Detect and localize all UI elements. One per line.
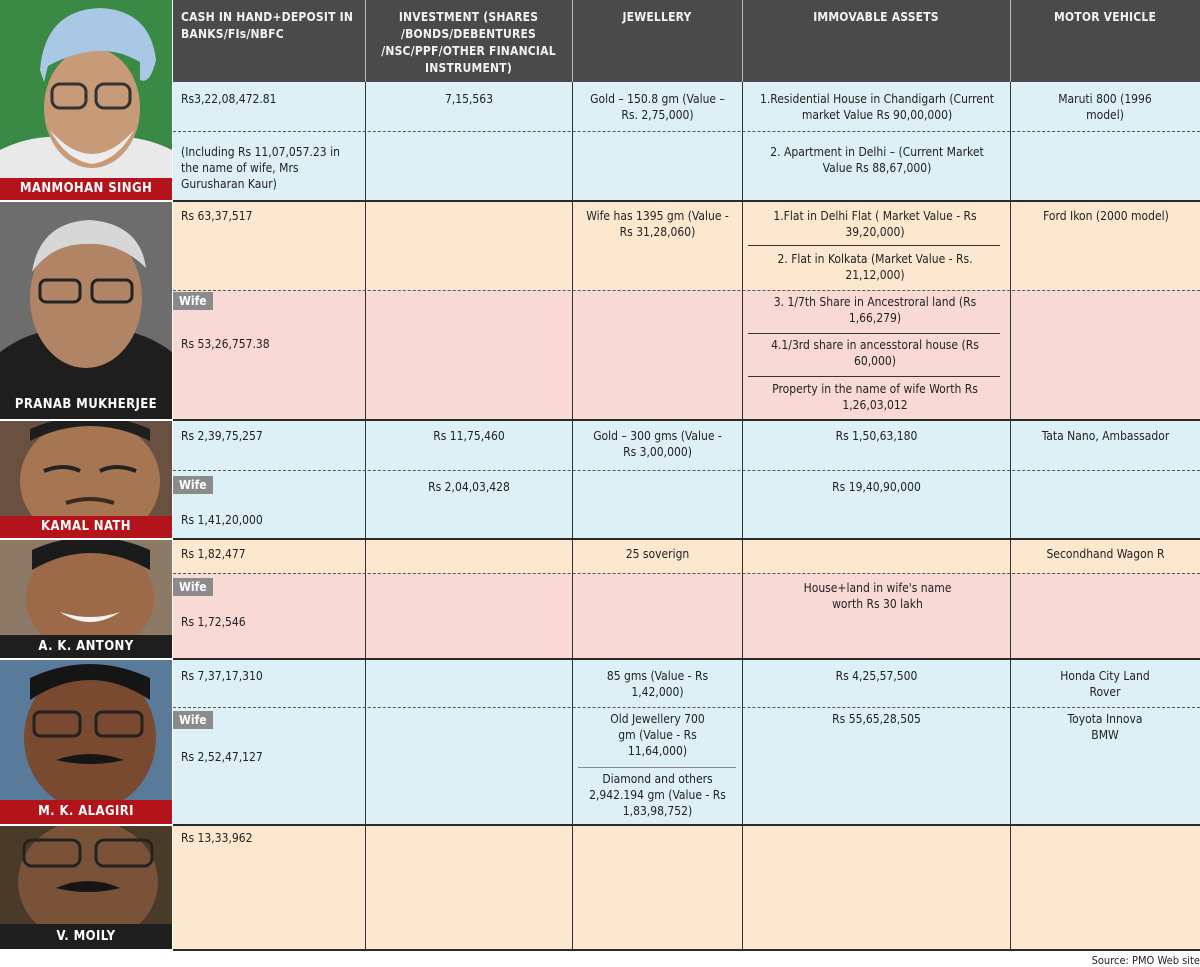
cell-divider: [748, 376, 1000, 377]
cell-divider: [748, 333, 1000, 334]
photo-antony: [0, 540, 172, 635]
row-separator: [173, 949, 1200, 951]
name-antony: A. K. ANTONY: [0, 635, 172, 658]
alagiri-wife-immovable: Rs 55,65,28,505: [832, 712, 921, 726]
subrow-divider: [173, 290, 1200, 291]
alagiri-wife-jewellery-2: Diamond and others 2,942.194 gm (Value - Rs 1,83,98,752): [589, 772, 726, 818]
pranab-vehicle: Ford Ikon (2000 model): [1043, 209, 1169, 223]
manmohan-cash: Rs3,22,08,472.81: [181, 92, 277, 106]
table-header: [173, 0, 1200, 82]
name-pranab: PRANAB MUKHERJEE: [0, 390, 172, 419]
manmohan-vehicle: Maruti 800 (1996 model): [1058, 92, 1152, 122]
header-cash: CASH IN HAND+DEPOSIT IN BANKS/FIs/NBFC: [181, 10, 354, 41]
name-moily: V. MOILY: [0, 924, 172, 949]
alagiri-immovable: Rs 4,25,57,500: [835, 669, 918, 683]
photo-moily: [0, 826, 172, 924]
cell-divider: [748, 245, 1000, 246]
subrow-divider: [173, 131, 1200, 132]
manmohan-immovable-1: 1.Residential House in Chandigarh (Current market Value Rs 90,00,000): [759, 92, 995, 122]
alagiri-wife-cash: Rs 2,52,47,127: [181, 750, 263, 764]
manmohan-cash-note: (Including Rs 11,07,057.23 in the name of wife, Mrs Gurusharan Kaur): [181, 145, 340, 191]
photo-pranab: [0, 202, 172, 390]
pranab-immovable-5: Property in the name of wife Worth Rs 1,26,03,012: [772, 382, 978, 412]
antony-vehicle: Secondhand Wagon R: [1046, 547, 1165, 561]
portrait-moily-icon: [0, 826, 172, 924]
kamal-wife-investment: Rs 2,04,03,428: [428, 480, 510, 494]
portrait-alagiri-icon: [0, 660, 172, 800]
subrow-divider: [173, 573, 1200, 574]
photo-manmohan: [0, 0, 172, 178]
alagiri-jewellery: 85 gms (Value - Rs 1,42,000): [606, 669, 709, 699]
row-separator: [173, 419, 1200, 421]
name-manmohan: MANMOHAN SINGH: [0, 178, 172, 200]
manmohan-immovable-2: 2. Apartment in Delhi – (Current Market Value Rs 88,67,000): [770, 145, 984, 175]
pranab-immovable-2: 2. Flat in Kolkata (Market Value - Rs. 21,12,000): [777, 252, 973, 282]
name-alagiri: M. K. ALAGIRI: [0, 800, 172, 824]
source-note: Source: PMO Web site: [1091, 954, 1200, 967]
antony-cash: Rs 1,82,477: [181, 547, 246, 561]
moily-cash: Rs 13,33,962: [181, 831, 253, 845]
portrait-manmohan-icon: [0, 0, 172, 178]
header-divider: [1010, 0, 1011, 82]
antony-wife-immovable: House+land in wife's name worth Rs 30 lakh: [803, 581, 952, 611]
photo-kamal: [0, 421, 172, 516]
header-jewellery: JEWELLERY: [622, 10, 692, 24]
kamal-immovable: Rs 1,50,63,180: [835, 429, 918, 443]
alagiri-wife-jewellery-1: Old Jewellery 700 gm (Value - Rs 11,64,000): [610, 712, 705, 758]
name-kamal: KAMAL NATH: [0, 516, 172, 538]
portrait-pranab-icon: [0, 202, 172, 390]
antony-wife-cash: Rs 1,72,546: [181, 615, 246, 629]
header-divider: [365, 0, 366, 82]
subrow-divider: [173, 470, 1200, 471]
row-separator: [173, 200, 1200, 202]
antony-wife-badge: Wife: [173, 578, 213, 596]
pranab-cash: Rs 63,37,517: [181, 209, 253, 223]
pranab-immovable-3: 3. 1/7th Share in Ancestroral land (Rs 1,66,279): [773, 295, 977, 325]
header-divider: [742, 0, 743, 82]
subrow-divider: [173, 707, 1200, 708]
kamal-investment: Rs 11,75,460: [433, 429, 505, 443]
pranab-wife-badge: Wife: [173, 292, 213, 310]
kamal-cash: Rs 2,39,75,257: [181, 429, 263, 443]
pranab-immovable-4: 4.1/3rd share in ancesstoral house (Rs 60,000): [771, 338, 979, 368]
antony-jewellery: 25 soverign: [625, 547, 690, 561]
header-investment: INVESTMENT (SHARES /BONDS/DEBENTURES /NSC/PPF/OTHER FINANCIAL INSTRUMENT): [381, 10, 556, 75]
alagiri-wife-badge: Wife: [173, 711, 213, 729]
pranab-jewellery: Wife has 1395 gm (Value - Rs 31,28,060): [586, 209, 729, 239]
row-separator: [173, 538, 1200, 540]
column-divider: [1010, 82, 1011, 949]
alagiri-wife-vehicle: Toyota Innova BMW: [1067, 712, 1143, 742]
kamal-jewellery: Gold – 300 gms (Value - Rs 3,00,000): [593, 429, 722, 459]
portrait-kamal-icon: [0, 421, 172, 516]
row-separator: [173, 824, 1200, 826]
photo-alagiri: [0, 660, 172, 800]
header-vehicle: MOTOR VEHICLE: [1053, 10, 1157, 24]
alagiri-vehicle: Honda City Land Rover: [1060, 669, 1150, 699]
kamal-wife-immovable: Rs 19,40,90,000: [832, 480, 921, 494]
alagiri-cash: Rs 7,37,17,310: [181, 669, 263, 683]
pranab-immovable-1: 1.Flat in Delhi Flat ( Market Value - Rs 39,20,000): [773, 209, 977, 239]
manmohan-investment: 7,15,563: [444, 92, 494, 106]
column-divider: [572, 82, 573, 949]
kamal-wife-badge: Wife: [173, 476, 213, 494]
pranab-wife-cash: Rs 53,26,757.38: [181, 337, 270, 351]
column-divider: [365, 82, 366, 949]
cell-divider: [578, 767, 736, 768]
header-divider: [572, 0, 573, 82]
kamal-wife-cash: Rs 1,41,20,000: [181, 513, 263, 527]
manmohan-jewellery: Gold – 150.8 gm (Value – Rs. 2,75,000): [590, 92, 725, 122]
header-immovable: IMMOVABLE ASSETS: [813, 10, 939, 24]
row-pranab-wife: [173, 290, 1200, 419]
kamal-vehicle: Tata Nano, Ambassador: [1041, 429, 1170, 443]
column-divider: [742, 82, 743, 949]
row-separator: [173, 658, 1200, 660]
portrait-antony-icon: [0, 540, 172, 635]
